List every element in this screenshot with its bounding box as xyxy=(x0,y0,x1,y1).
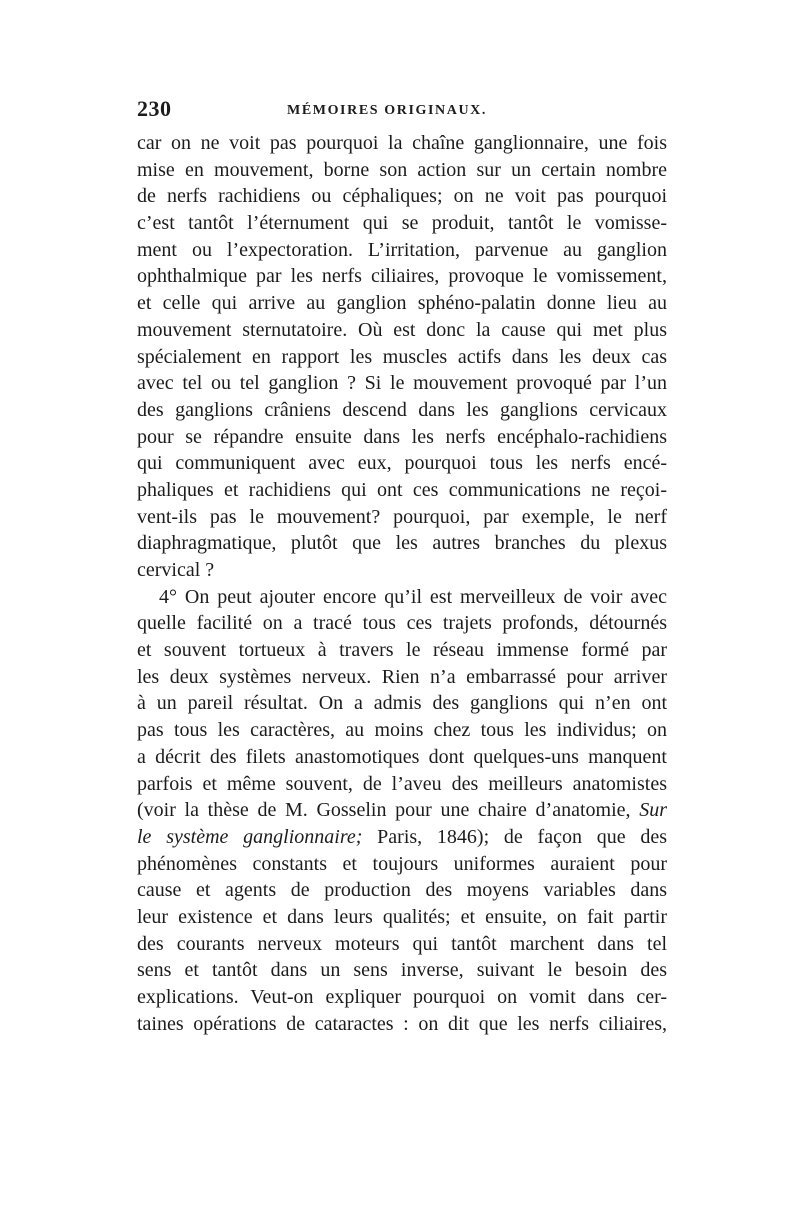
text-line: c’est tantôt l’éternument qui se produit, tantôt le vomisse- xyxy=(137,212,667,235)
text-line: des ganglions crâniens descend dans les ganglions cervicaux xyxy=(137,398,667,421)
text-line: ophthalmique par les nerfs ciliaires, provoque le vomissement, xyxy=(137,265,667,288)
text-line: cervical ? xyxy=(137,559,215,581)
text-line: explications. Veut-on expliquer pourquoi on vomit dans cer- xyxy=(137,986,667,1008)
page-header xyxy=(137,96,667,126)
text-line: et souvent tortueux à travers le réseau immense formé par xyxy=(137,639,667,662)
text-line: pour se répandre ensuite dans les nerfs encéphalo-rachidiens xyxy=(137,425,667,448)
text-line-with-title xyxy=(137,797,667,824)
text-segment: Paris, 1846); de façon que des xyxy=(362,825,667,848)
italic-title-segment: le système ganglionnaire; xyxy=(137,825,363,848)
text-segment: (voir la thèse de M. Gosselin pour une chaire d’anatomie, xyxy=(137,799,640,822)
text-line: et celle qui arrive au ganglion sphéno-palatin donne lieu au xyxy=(137,292,667,315)
running-title: MÉMOIRES ORIGINAUX. xyxy=(287,103,487,118)
text-line: taines opérations de cataractes : on dit que les nerfs ciliaires, xyxy=(137,1012,667,1035)
text-line: phénomènes constants et toujours uniformes auraient pour xyxy=(137,852,667,875)
text-line: sens et tantôt dans un sens inverse, suivant le besoin des xyxy=(137,959,667,982)
italic-title-segment: Sur xyxy=(639,799,667,822)
text-line: leur existence et dans leurs qualités; et ensuite, on fait partir xyxy=(137,905,667,928)
text-line: spécialement en rapport les muscles actifs dans les deux cas xyxy=(137,345,667,368)
text-line: ment ou l’expectoration. L’irritation, parvenue au ganglion xyxy=(137,238,667,261)
text-line: de nerfs rachidiens ou céphaliques; on ne voit pas pourquoi xyxy=(137,185,667,208)
text-line: pas tous les caractères, au moins chez tous les individus; on xyxy=(137,719,667,742)
text-line: mise en mouvement, borne son action sur un certain nombre xyxy=(137,158,667,181)
text-line: les deux systèmes nerveux. Rien n’a embarrassé pour arriver xyxy=(137,665,667,688)
page-number: 230 xyxy=(137,96,172,121)
text-line: car on ne voit pas pourquoi la chaîne ganglionnaire, une fois xyxy=(137,132,667,154)
text-line: des courants nerveux moteurs qui tantôt marchent dans tel xyxy=(137,932,667,955)
text-line: à un pareil résultat. On a admis des ganglions qui n’en ont xyxy=(137,692,667,715)
text-line-with-title xyxy=(137,824,667,851)
text-line: qui communiquent avec eux, pourquoi tous les nerfs encé- xyxy=(137,452,667,475)
text-line: vent-ils pas le mouvement? pourquoi, par exemple, le nerf xyxy=(137,505,667,528)
text-line: 4° On peut ajouter encore qu’il est merveilleux de voir avec xyxy=(159,585,667,608)
text-line: quelle facilité on a tracé tous ces trajets profonds, détournés xyxy=(137,612,667,635)
text-line: phaliques et rachidiens qui ont ces communications ne reçoi- xyxy=(137,478,667,501)
body-text xyxy=(137,130,667,1037)
text-line: parfois et même souvent, de l’aveu des meilleurs anatomistes xyxy=(137,772,667,795)
text-line: diaphragmatique, plutôt que les autres branches du plexus xyxy=(137,532,667,555)
text-line: cause et agents de production des moyens variables dans xyxy=(137,879,667,902)
text-line: avec tel ou tel ganglion ? Si le mouvement provoqué par l’un xyxy=(137,372,667,395)
text-line: mouvement sternutatoire. Où est donc la cause qui met plus xyxy=(137,318,667,341)
text-line: a décrit des filets anastomotiques dont quelques-uns manquent xyxy=(137,745,667,768)
